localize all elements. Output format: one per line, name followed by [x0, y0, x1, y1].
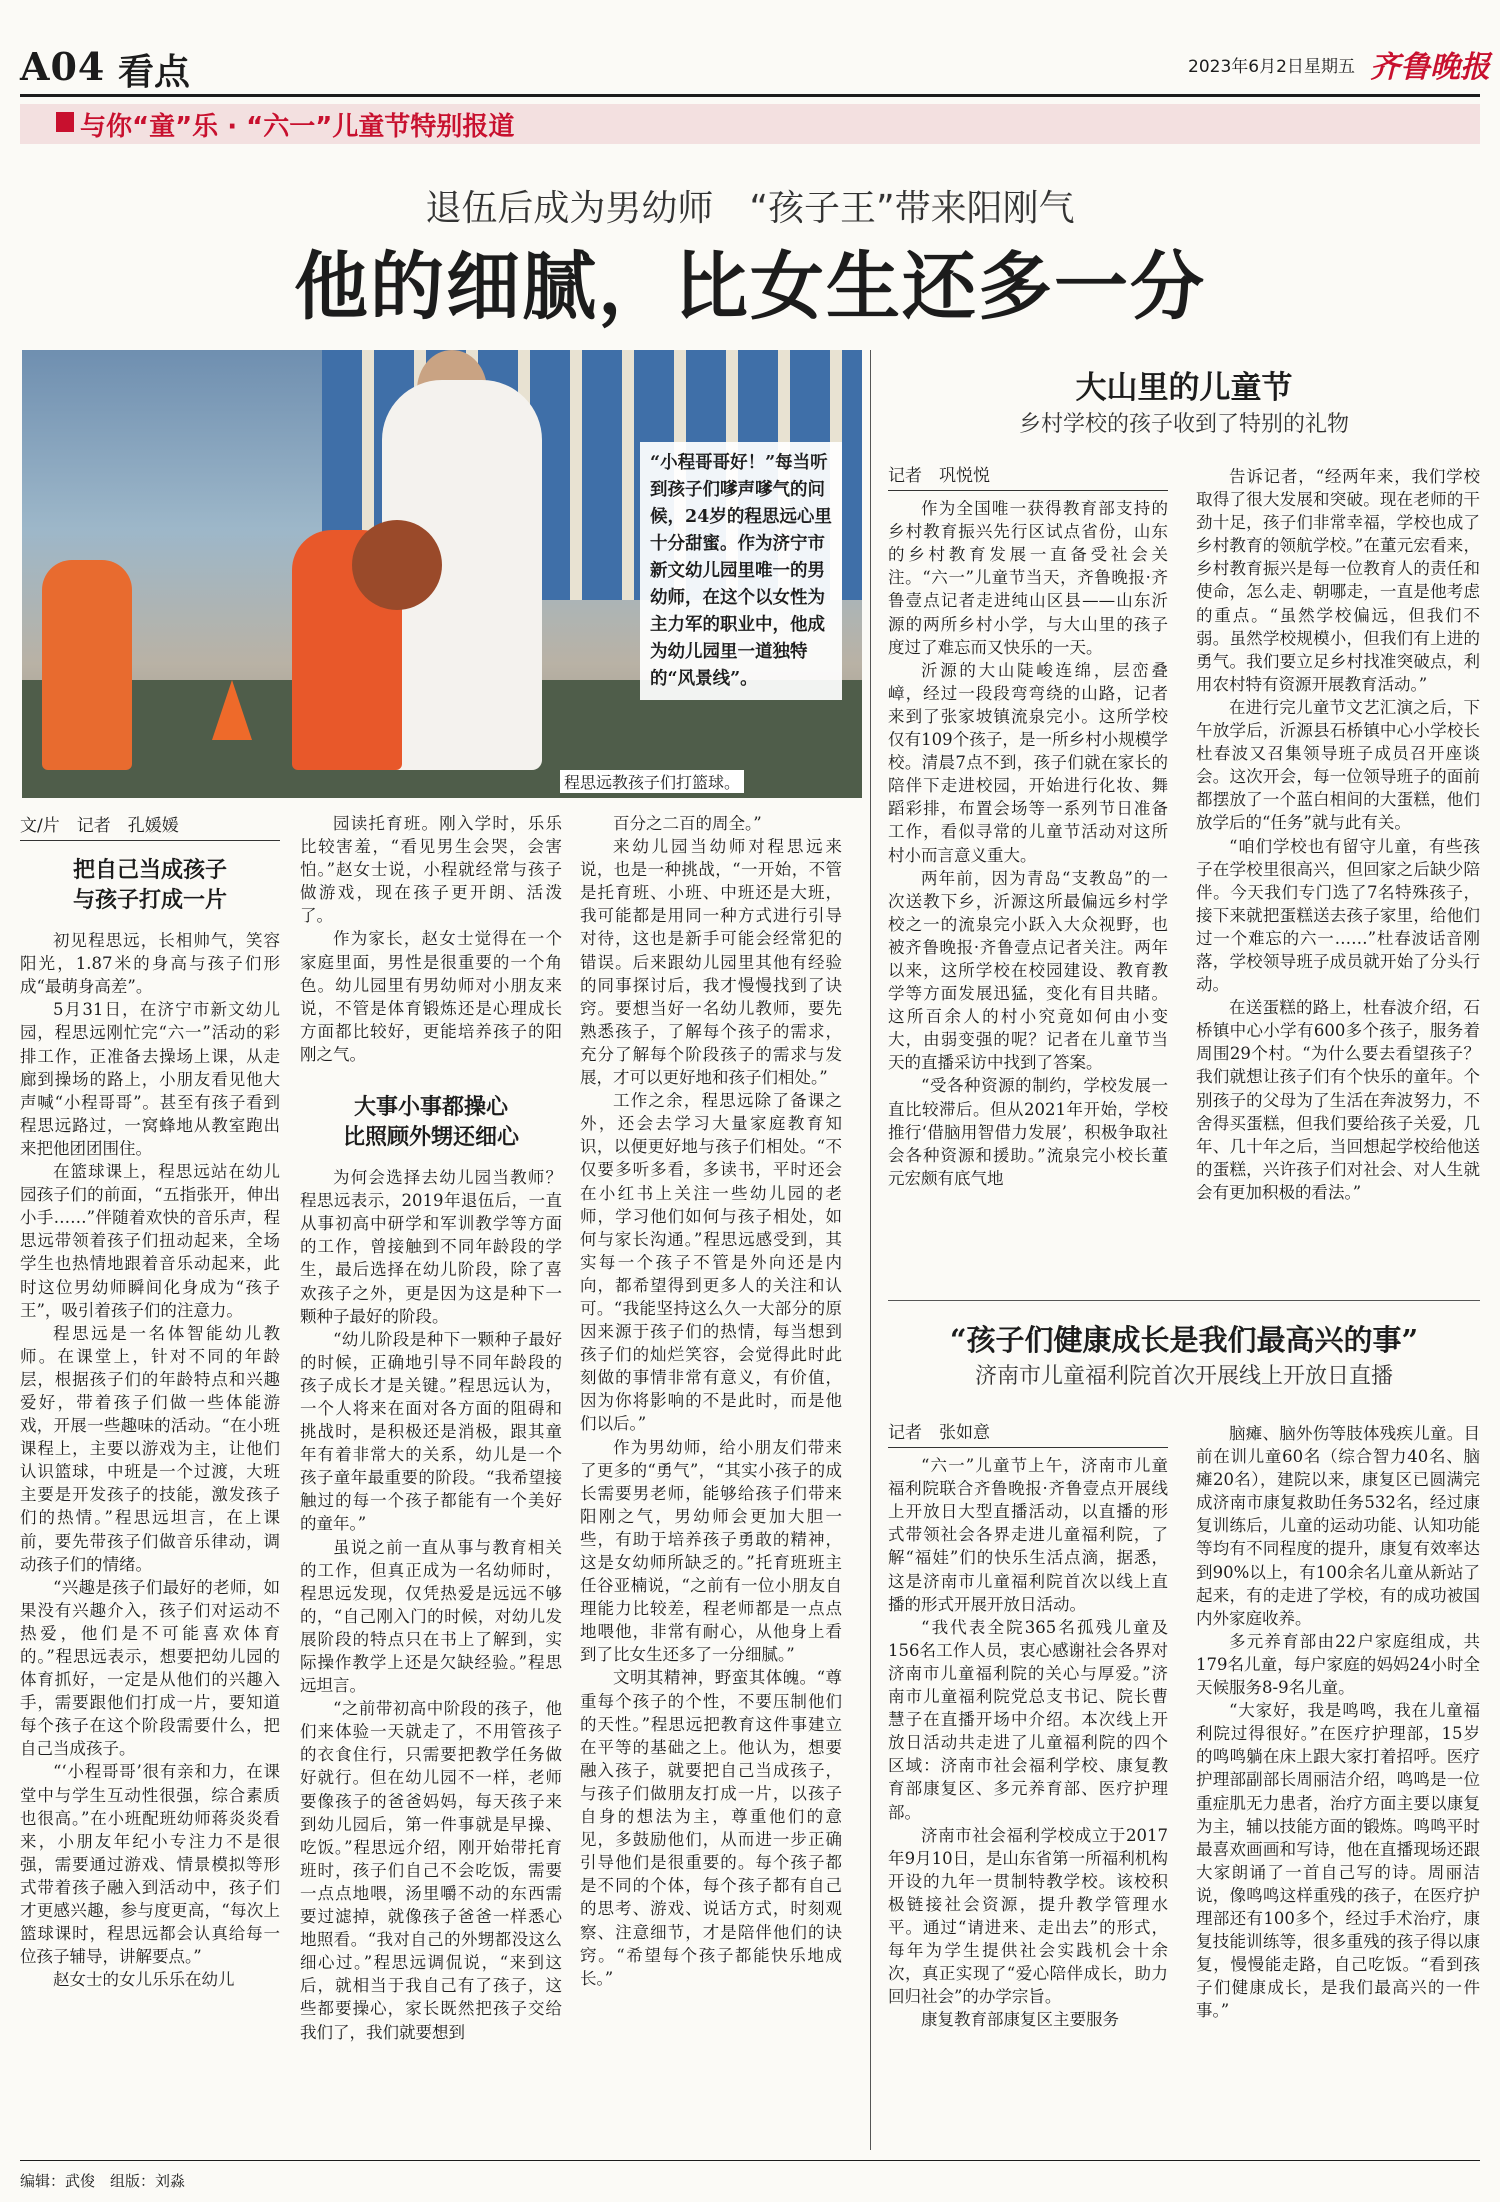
newspaper-logo: 齐鲁晚报	[1370, 50, 1490, 85]
paragraph: 两年前，因为青岛“支教岛”的一次送教下乡，沂源这所最偏远乡村学校之一的流泉完小跃入大众视野，也被齐鲁晚报·齐鲁壹点记者关注。两年以来，这所学校在校园建设、教育教学等方面发展迅猛，变化有目共睹。这所百余人的村小究竟如何由小变大，由弱变强的呢？记者在儿童节当天的直播采访中找到了答案。	[888, 868, 1168, 1073]
paragraph: 工作之余，程思远除了备课之外，还会去学习大量家庭教育知识，以便更好地与孩子们相处。“不仅要多听多看，多读书，平时还会在小红书上关注一些幼儿园的老师，学习他们如何与孩子相处，如何与家长沟通。”程思远感受到，其实每一个孩子不管是外向还是内向，都希望得到更多人的关注和认可。“我能坚持这么久一大部分的原因来源于孩子们的热情，每当想到孩子们的灿烂笑容，会觉得此时此刻做的事情非常有意义，有价值，因为你将影响的不是此时，而是他们以后。”	[580, 1091, 842, 1434]
main-column-3	[580, 812, 842, 1990]
story3-col-a-body	[888, 1454, 1168, 2031]
main-col2-body-b	[300, 1166, 562, 2044]
paragraph: “咱们学校也有留守儿童，有些孩子在学校里很高兴，但回家之后缺少陪伴。今天我们专门选了7名特殊孩子，接下来就把蛋糕送去孩子家里，给他们过一个难忘的六一……”杜春波话音刚落，学校领导班子成员就开始了分头行动。	[1196, 836, 1480, 995]
story3-title: “孩子们健康成长是我们最高兴的事”	[949, 1323, 1419, 1357]
story3-byline: 记者 张如意	[888, 1422, 1168, 1448]
editor-credits: 编辑：武俊 组版：刘淼	[20, 2172, 186, 2190]
paragraph: 在送蛋糕的路上，杜春波介绍，石桥镇中心小学有600多个孩子，服务着周围29个村。“为什么要去看望孩子？我们就想让孩子们有个快乐的童年。个别孩子的父母为了生活在奔波努力，不舍得买蛋糕，但我们要给孩子关爱，几年、几十年之后，当回想起学校给他送的蛋糕，兴许孩子们对社会、对人生就会有更加积极的看法。”	[1196, 998, 1480, 1202]
paragraph: “之前带初高中阶段的孩子，他们来体验一天就走了，不用管孩子的衣食住行，只需要把教学任务做好就行。但在幼儿园不一样，老师要像孩子的爸爸妈妈，每天孩子来到幼儿园后，第一件事就是早操、吃饭。”程思远介绍，刚开始带托育班时，孩子们自己不会吃饭，需要一点点地喂，汤里嚼不动的东西需要过滤掉，就像孩子爸爸一样悉心地照看。“我对自己的外甥都没这么细心过。”程思远调侃说，“来到这后，就相当于我自己有了孩子，这些都要操心，家长既然把孩子交给我们了，我们就要想到	[300, 1699, 562, 2042]
story2-column-b	[1196, 465, 1480, 1204]
issue-weekday: 星期五	[1304, 57, 1355, 77]
story2-col-b-body	[1196, 465, 1480, 1204]
paragraph: 作为全国唯一获得教育部支持的乡村教育振兴先行区试点省份，山东的乡村教育发展一直备受社会关注。“六一”儿童节当天，齐鲁晚报·齐鲁壹点记者走进纯山区县——山东沂源的两所乡村小学，与大山里的孩子度过了难忘而又快乐的一天。	[888, 499, 1168, 657]
paragraph: 在篮球课上，程思远站在幼儿园孩子们的前面，“五指张开，伸出小手……”伴随着欢快的音乐声，程思远带领着孩子们扭动起来，全场学生也热情地跟着音乐动起来，此时这位男幼师瞬间化身成为“孩子王”，吸引着孩子们的注意力。	[20, 1162, 280, 1320]
story3-header	[888, 1318, 1480, 1390]
child-figure	[42, 560, 132, 770]
photo-lead-text: “小程哥哥好！”每当听到孩子们嗲声嗲气的问候，24岁的程思远心里十分甜蜜。作为济宁市新文幼儿园里唯一的男幼师，在这个以女性为主力军的职业中，他成为幼儿园里一道独特的“风景线”。	[640, 442, 842, 700]
main-column-2	[300, 812, 562, 2044]
paragraph: 脑瘫、脑外伤等肢体残疾儿童。目前在训儿童60名（综合智力40名、脑瘫20名），建院以来，康复区已圆满完成济南市康复救助任务532名，经过康复训练后，儿童的运动功能、认知功能等均有不同程度的提升，康复有效率达到90%以上，有100余名儿童从新站了起来，有的走进了学校，有的成功被国内外家庭收养。	[1196, 1424, 1480, 1628]
paragraph: 来幼儿园当幼师对程思远来说，也是一种挑战，“一开始，不管是托育班、小班、中班还是大班，我可能都是用同一种方式进行引导对待，这也是新手可能会经常犯的错误。后来跟幼儿园里其他有经验的同事探讨后，我才慢慢找到了诀窍。要想当好一名幼儿教师，要先熟悉孩子，了解每个孩子的需求，充分了解每个阶段孩子的需求与发展，才可以更好地和孩子们相处。”	[580, 837, 842, 1088]
masthead-rule	[20, 94, 1480, 97]
story2-byline: 记者 巩悦悦	[888, 465, 1168, 491]
paragraph: 作为家长，赵女士觉得在一个家庭里面，男性是很重要的一个角色。幼儿园里有男幼师对小朋友来说，不管是体育锻炼还是心理成长方面都比较好，更能培养孩子的阳刚之气。	[300, 929, 562, 1064]
paragraph: 在进行完儿童节文艺汇演之后，下午放学后，沂源县石桥镇中心小学校长杜春波又召集领导班子成员召开座谈会。这次开会，每一位领导班子的面前都摆放了一个蓝白相间的大蛋糕，他们放学后的“任务”就与此有关。	[1196, 697, 1480, 833]
main-col2-body-a	[300, 812, 562, 1066]
story-divider	[888, 1300, 1480, 1301]
paragraph: “兴趣是孩子们最好的老师，如果没有兴趣介入，孩子们对运动不热爱，他们是不可能喜欢体育的。”程思远表示，想要把幼儿园的体育抓好，一定是从他们的兴趣入手，需要跟他们打成一片，要知道每个孩子在这个阶段需要什么，把自己当成孩子。	[20, 1577, 280, 1759]
paragraph: 初见程思远，长相帅气，笑容阳光，1.87米的身高与孩子们形成“最萌身高差”。	[20, 931, 280, 997]
story2-subtitle: 乡村学校的孩子收到了特别的礼物	[1018, 412, 1349, 437]
story2-col-a-body	[888, 497, 1168, 1190]
main-byline: 文/片 记者 孔媛媛	[20, 815, 280, 841]
story3-column-a	[888, 1422, 1168, 2031]
paragraph: 康复教育部康复区主要服务	[921, 2010, 1119, 2030]
paragraph: 文明其精神，野蛮其体魄。“尊重每个孩子的个性，不要压制他们的天性。”程思远把教育这件事建立在平等的基础之上。他认为，想要融入孩子，就要把自己当成孩子，与孩子们做朋友打成一片，以孩子自身的想法为主，尊重他们的意见，多鼓励他们，从而进一步正确引导他们是很重要的。每个孩子都是不同的个体，每个孩子都有自己的思考、游戏、说话方式，时刻观察、注意细节，才是陪伴他们的诀窍。“希望每个孩子都能快乐地成长。”	[580, 1668, 842, 1988]
paragraph: 虽说之前一直从事与教育相关的工作，但真正成为一名幼师时，程思远发现，仅凭热爱是远远不够的，“自己刚入门的时候，对幼儿发展阶段的特点只在书上了解到，实际操作教学上还是欠缺经验。”程思远坦言。	[300, 1537, 562, 1696]
paragraph: “我代表全院365名孤残儿童及156名工作人员，衷心感谢社会各界对济南市儿童福利院的关心与厚爱。”济南市儿童福利院党总支书记、院长曹慧子在直播开场中介绍。本次线上开放日活动共走进了儿童福利院的四个区域：济南市社会福利学校、康复教育部康复区、多元养育部、医疗护理部。	[888, 1617, 1168, 1822]
paragraph: 作为男幼师，给小朋友们带来了更多的“勇气”，“其实小孩子的成长需要男老师，能够给孩子们带来阳刚之气，男幼师会更加大胆一些，有助于培养孩子勇敢的精神，这是女幼师所缺乏的。”托育班班主任谷亚楠说，“之前有一位小朋友自理能力比较差，程老师都是一点点地喂他，非常有耐心，从他身上看到了比女生还多了一分细腻。”	[580, 1437, 842, 1665]
paragraph: 多元养育部由22户家庭组成，共179名儿童，每户家庭的妈妈24小时全天候服务8-9名儿童。	[1196, 1631, 1480, 1698]
story2-column-a	[888, 465, 1168, 1190]
paragraph: 告诉记者，“经两年来，我们学校取得了很大发展和突破。现在老师的干劲十足，孩子们非常幸福，学校也成了乡村教育的领航学校。”在董元宏看来，乡村教育振兴是每一位教育人的责任和使命，怎么走、朝哪走，一直是他考虑的重点。“虽然学校偏远，但我们不弱。虽然学校规模小，但我们有上进的勇气。我们要立足乡村找准突破点，利用农村特有资源开展教育活动。”	[1196, 467, 1480, 694]
photo-caption: 程思远教孩子们打篮球。	[560, 770, 744, 793]
story3-column-b	[1196, 1422, 1480, 2022]
story3-subtitle: 济南市儿童福利院首次开展线上开放日直播	[974, 1364, 1393, 1389]
main-col1-body	[20, 929, 280, 1991]
paragraph: 园读托育班。刚入学时，乐乐比较害羞，“看见男生会哭，会害怕。”赵女士说，小程就经常与孩子做游戏，现在孩子更开朗、活泼了。	[300, 814, 562, 926]
traffic-cone-icon	[212, 680, 252, 740]
paragraph: “受各种资源的制约，学校发展一直比较滞后。但从2021年开始，学校推行‘借脑用智借力发展’，积极争取社会各种资源和援助。”流泉完小校长董元宏颇有底气地	[888, 1076, 1168, 1188]
column-divider	[870, 350, 871, 2150]
paragraph: 赵女士的女儿乐乐在幼儿	[53, 1970, 235, 1990]
story3-col-b-body	[1196, 1422, 1480, 2022]
page-number: A04	[20, 44, 106, 89]
footer-rule	[20, 2160, 1480, 2161]
paragraph: 5月31日，在济宁市新文幼儿园，程思远刚忙完“六一”活动的彩排工作，正准备去操场上课，从走廊到操场的路上，小朋友看见他大声喊“小程哥哥”。甚至有孩子看到程思远路过，一窝蜂地从教室跑出来把他团团围住。	[20, 1000, 280, 1158]
paragraph: 沂源的大山陡峻连绵，层峦叠嶂，经过一段段弯弯绕的山路，记者来到了张家坡镇流泉完小。这所学校仅有109个孩子，是一所乡村小规模学校。清晨7点不到，孩子们就在家长的陪伴下走进校园，开始进行化妆、舞蹈彩排，布置会场等一系列节日准备工作，看似寻常的儿童节活动对这所村小而言意义重大。	[888, 660, 1168, 865]
paragraph: “幼儿阶段是种下一颗种子最好的时候，正确地引导不同年龄段的孩子成长才是关键。”程思远认为，一个人将来在面对各方面的阻碍和挑战时，是积极还是消极，跟其童年有着非常大的关系，幼儿是一个孩子童年最重要的阶段。“我希望接触过的每一个孩子都能有一个美好的童年。”	[300, 1329, 562, 1534]
paragraph: 济南市社会福利学校成立于2017年9月10日，是山东省第一所福利机构开设的九年一贯制特教学校。该校积极链接社会资源，提升教学管理水平。通过“请进来、走出去”的形式，每年为学生提供社会实践机会十余次，真正实现了“爱心陪伴成长，助力回归社会”的办学宗旨。	[888, 1825, 1168, 2007]
story2-title: 大山里的儿童节	[1075, 370, 1293, 406]
main-column-1	[20, 815, 280, 1991]
paragraph: 为何会选择去幼儿园当教师？程思远表示，2019年退伍后，一直从事初高中研学和军训教学等方面的工作，曾接触到不同年龄段的学生，最后选择在幼儿阶段，除了喜欢孩子之外，更是因为这是种下一颗种子最好的阶段。	[300, 1168, 562, 1326]
paragraph: “‘小程哥哥’很有亲和力，在课堂中与学生互动性很强，综合素质也很高。”在小班配班幼师蒋炎炎看来，小朋友年纪小专注力不是很强，需要通过游戏、情景模拟等形式带着孩子融入到活动中，孩子们才更感兴趣，参与度更高，“每次上篮球课时，程思远都会认真给每一位孩子辅导，讲解要点。”	[20, 1762, 280, 1967]
banner-square-icon	[56, 112, 74, 132]
paragraph: 程思远是一名体智能幼儿教师。在课堂上，针对不同的年龄层，根据孩子们的年龄特点和兴趣爱好，带着孩子们做一些体能游戏，开展一些趣味的活动。“在小班课程上，主要以游戏为主，让他们认识篮球，中班是一个过渡，大班主要是开发孩子的技能，激发孩子们的热情。”程思远坦言，在上课前，要先带孩子们做音乐律动，调动孩子们的情绪。	[20, 1323, 280, 1574]
issue-date: 2023年6月2日	[1188, 57, 1304, 77]
main-col3-body	[580, 812, 842, 1990]
paragraph: “大家好，我是鸣鸣，我在儿童福利院过得很好。”在医疗护理部，15岁的鸣鸣躺在床上跟大家打着招呼。医疗护理部副部长周丽洁介绍，鸣鸣是一位重症肌无力患者，治疗方面主要以康复为主，辅以技能方面的锻炼。鸣鸣平时最喜欢画画和写诗，他在直播现场还跟大家朗诵了一首自己写的诗。周丽洁说，像鸣鸣这样重残的孩子，在医疗护理部还有100多个，经过手术治疗，康复技能训练等，很多重残的孩子得以康复，慢慢能走路，自己吃饭。“看到孩子们健康成长，是我们最高兴的一件事。”	[1196, 1701, 1480, 2021]
section-heading-2: 大事小事都操心 比照顾外甥还细心	[342, 1094, 519, 1151]
paragraph: “六一”儿童节上午，济南市儿童福利院联合齐鲁晚报·齐鲁壹点开展线上开放日大型直播活动，以直播的形式带领社会各界走进儿童福利院，了解“福娃”们的快乐生活点滴，据悉，这是济南市儿童福利院首次以线上直播的形式开展开放日活动。	[888, 1456, 1168, 1614]
section-name: 看点	[118, 51, 191, 93]
story2-header	[888, 362, 1480, 438]
main-subheadline: 退伍后成为男幼师 “孩子王”带来阳刚气	[425, 188, 1075, 229]
main-headline: 他的细腻，比女生还多一分	[294, 244, 1206, 330]
banner-title: 与你“童”乐 · “六一”儿童节特别报道	[80, 112, 515, 142]
basketball-icon	[352, 520, 442, 610]
section-heading-1: 把自己当成孩子 与孩子打成一片	[72, 857, 227, 914]
paragraph: 百分之二百的周全。”	[613, 814, 762, 833]
